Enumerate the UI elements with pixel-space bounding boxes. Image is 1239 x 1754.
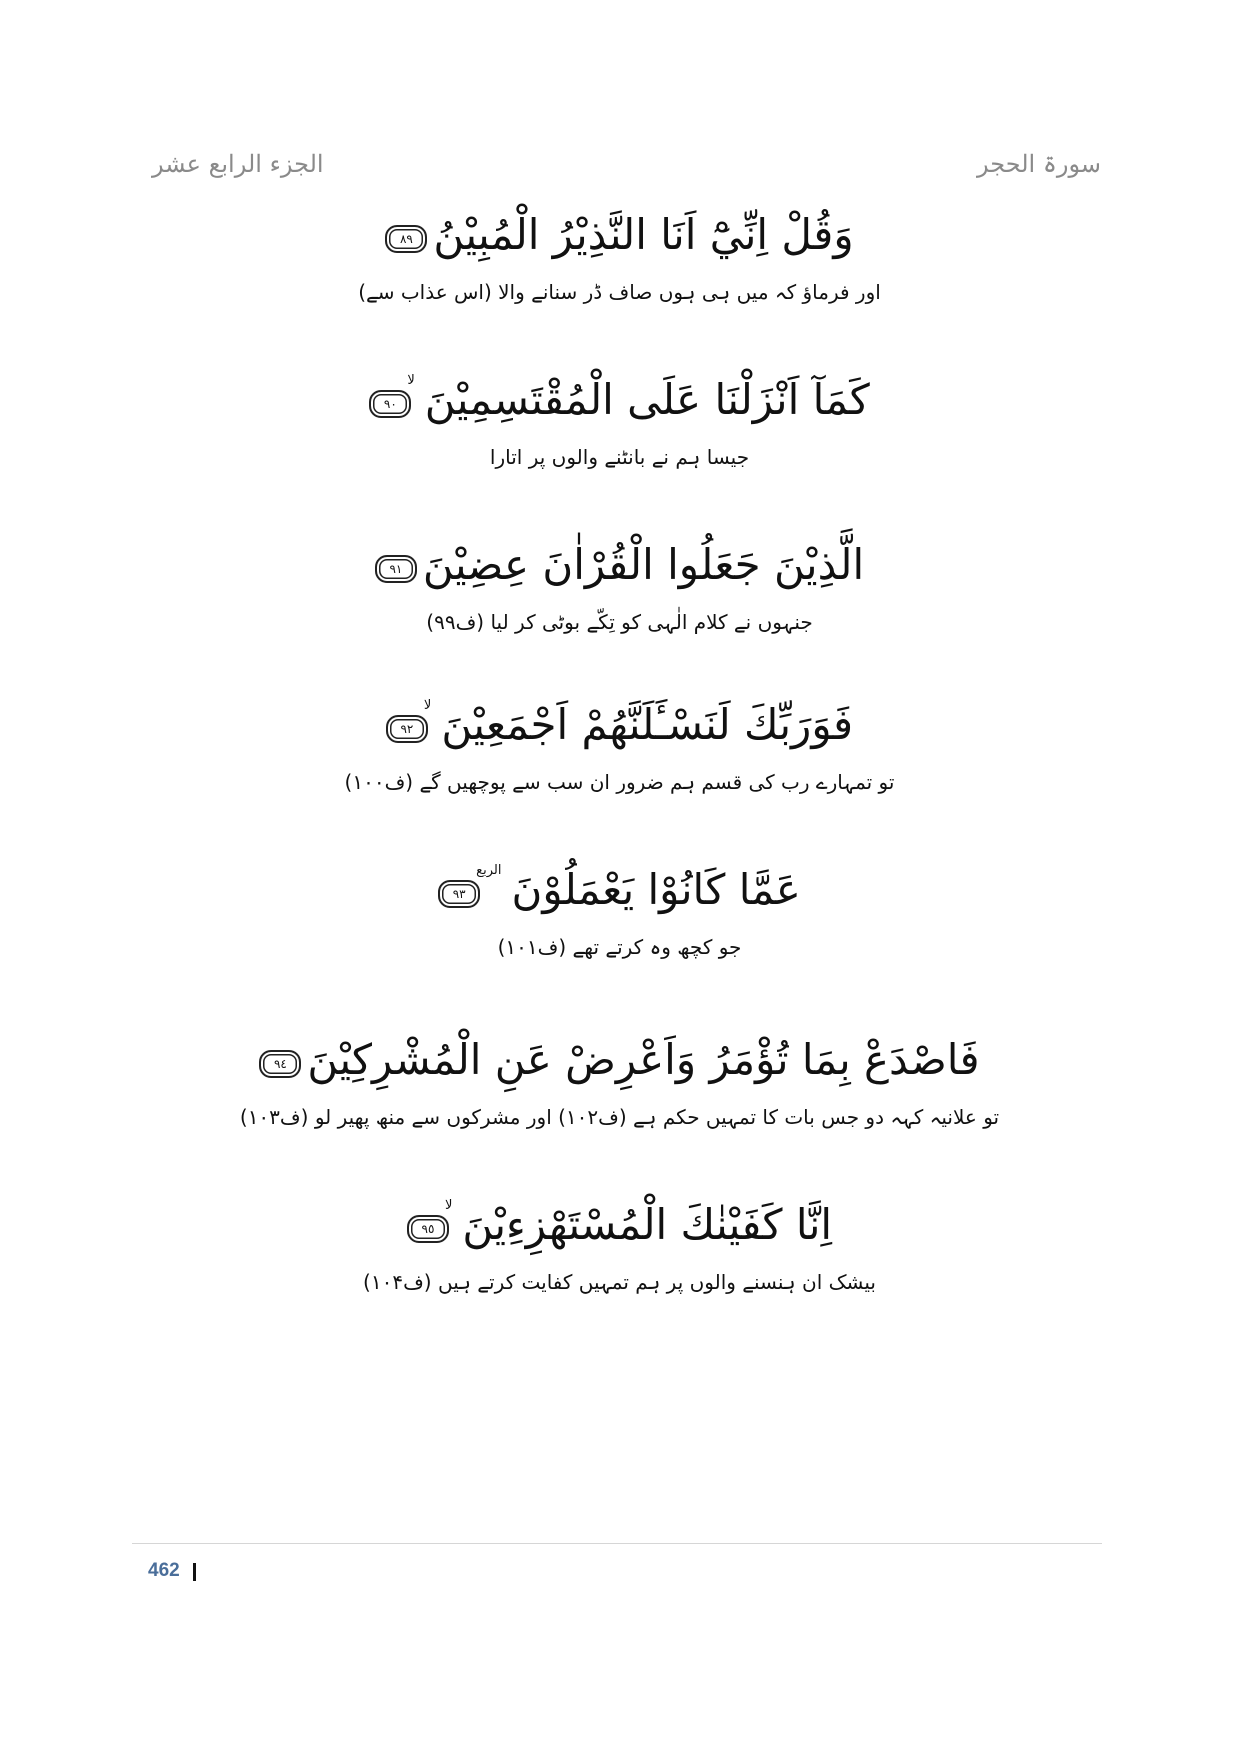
verse-block bbox=[120, 860, 1119, 962]
verse-block bbox=[120, 1195, 1119, 1297]
ayah-number-marker: ٩٤ bbox=[259, 1050, 301, 1078]
ayah-number-marker: ٩٠ bbox=[369, 390, 411, 418]
arabic-line bbox=[120, 535, 1119, 595]
urdu-translation: جو کچھ وہ کرتے تھے (ف۱۰۱) bbox=[497, 935, 742, 959]
urdu-translation: اور فرماؤ کہ میں ہی ہوں صاف ڈر سنانے والا (اس عذاب سے) bbox=[358, 280, 881, 304]
arabic-line bbox=[120, 1030, 1119, 1090]
page-number-separator bbox=[193, 1563, 196, 1581]
arabic-line bbox=[120, 695, 1119, 755]
stop-mark: لا bbox=[407, 372, 415, 388]
ayah-number-marker: ٩٢ bbox=[386, 715, 428, 743]
verse-block bbox=[120, 205, 1119, 307]
verse-block bbox=[120, 370, 1119, 472]
ayah-number-marker: ٩١ bbox=[375, 555, 417, 583]
ayah-number-marker: ٩٣ bbox=[438, 880, 480, 908]
verse-block bbox=[120, 695, 1119, 797]
urdu-translation: تو علانیہ کہہ دو جس بات کا تمہیں حکم ہے (ف۱۰۲) اور مشرکوں سے منھ پھیر لو (ف۱۰۳) bbox=[239, 1105, 1000, 1129]
verse-block bbox=[120, 1030, 1119, 1132]
urdu-translation: بیشک ان ہنسنے والوں پر ہم تمہیں کفایت کرتے ہیں (ف۱۰۴) bbox=[363, 1270, 876, 1294]
page-number: 462 bbox=[148, 1560, 180, 1581]
arabic-verse-text: فَاصْدَعْ بِمَا تُؤْمَرُ وَاَعْرِضْ عَنِ الْمُشْرِكِيْنَ bbox=[307, 1035, 980, 1084]
arabic-verse-text: فَوَرَبِّكَ لَنَسْـَٔلَنَّهُمْ اَجْمَعِيْنَ bbox=[441, 700, 854, 749]
juz-header: الجزء الرابع عشر bbox=[152, 150, 324, 178]
verse-block bbox=[120, 535, 1119, 637]
urdu-translation: جنہوں نے کلام الٰہی کو تِکّے بوٹی کر لیا (ف۹۹) bbox=[426, 610, 813, 634]
arabic-verse-text: وَقُلْ اِنِّيْٓ اَنَا النَّذِيْرُ الْمُبِيْنُ bbox=[433, 210, 854, 259]
arabic-line bbox=[120, 205, 1119, 265]
urdu-translation: تو تمہارے رب کی قسم ہم ضرور ان سب سے پوچھیں گے (ف۱۰۰) bbox=[344, 770, 895, 794]
urdu-translation: جیسا ہم نے بانٹنے والوں پر اتارا bbox=[489, 445, 750, 469]
arabic-line bbox=[120, 860, 1119, 920]
surah-header: سورۃ الحجر bbox=[977, 150, 1101, 178]
stop-mark: الربع bbox=[476, 862, 502, 878]
arabic-line bbox=[120, 1195, 1119, 1255]
arabic-verse-text: كَمَآ اَنْزَلْنَا عَلَى الْمُقْتَسِمِيْنَ bbox=[424, 375, 870, 424]
ayah-number-marker: ٩٥ bbox=[407, 1215, 449, 1243]
arabic-verse-text: الَّذِيْنَ جَعَلُوا الْقُرْاٰنَ عِضِيْنَ bbox=[422, 540, 865, 589]
arabic-verse-text: اِنَّا كَفَيْنٰكَ الْمُسْتَهْزِءِيْنَ bbox=[462, 1200, 833, 1249]
footer-divider bbox=[132, 1543, 1102, 1544]
ayah-number-marker: ٨٩ bbox=[385, 225, 427, 253]
arabic-verse-text: عَمَّا كَانُوْا يَعْمَلُوْنَ bbox=[511, 865, 801, 914]
arabic-line bbox=[120, 370, 1119, 430]
stop-mark: لا bbox=[444, 1197, 453, 1213]
stop-mark: لا bbox=[423, 697, 432, 713]
